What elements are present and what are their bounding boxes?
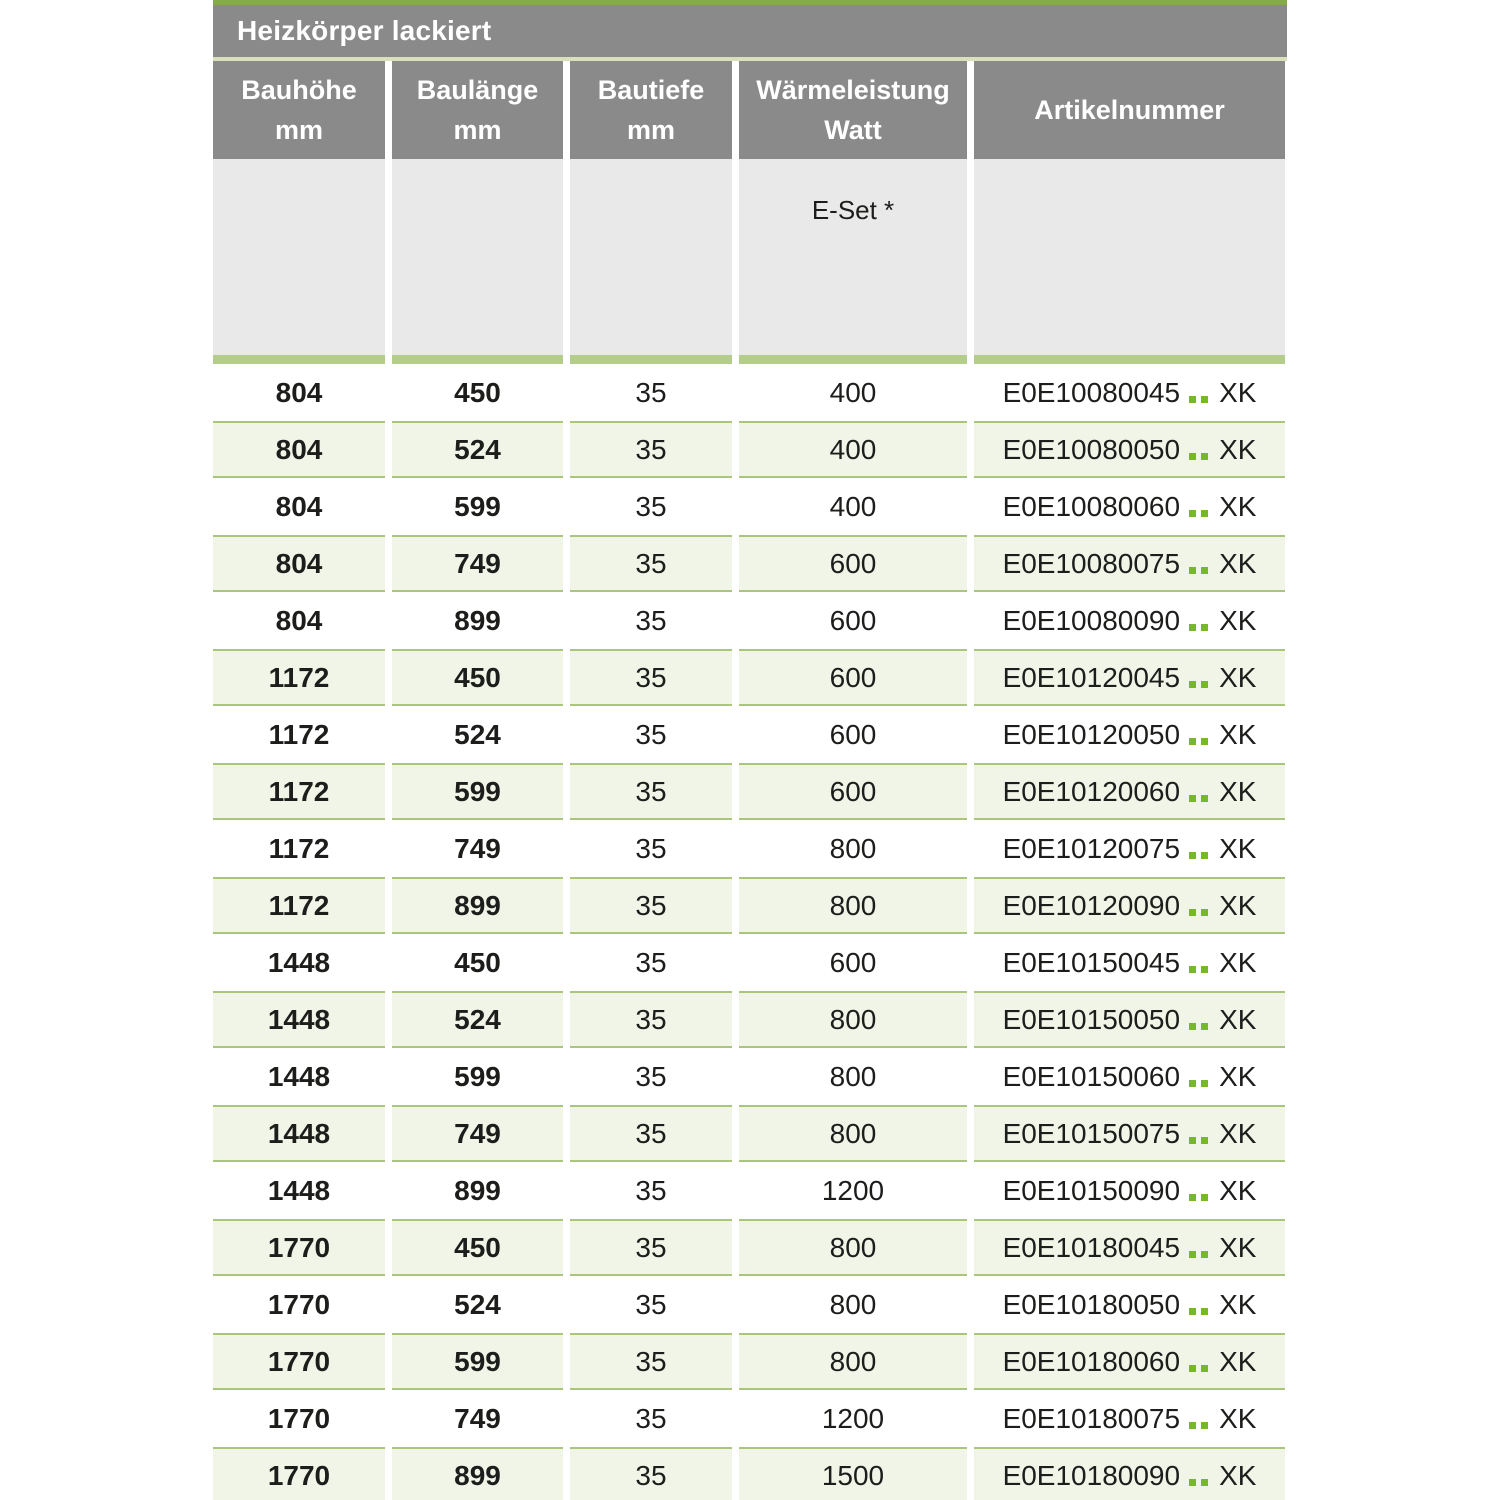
cell-watt: 800 bbox=[829, 1288, 877, 1320]
article-placeholder-dots bbox=[1189, 953, 1213, 973]
cell-artikelnummer bbox=[974, 1276, 1285, 1333]
cell-artikelnummer bbox=[974, 763, 1285, 820]
article-placeholder-dots bbox=[1189, 896, 1213, 916]
article-number: E0E10080090 bbox=[1002, 604, 1181, 636]
cell-bauhoehe: 804 bbox=[213, 421, 385, 478]
cell-watt: 600 bbox=[739, 535, 967, 592]
article-number: E0E10150050 bbox=[1002, 1003, 1181, 1035]
green-divider-segment bbox=[739, 355, 967, 364]
table-row bbox=[213, 478, 1287, 535]
cell-artikelnummer bbox=[974, 991, 1285, 1048]
cell-artikelnummer bbox=[974, 877, 1285, 934]
cell-bauhoehe: 1448 bbox=[213, 1105, 385, 1162]
table-row bbox=[213, 1048, 1287, 1105]
cell-artikelnummer bbox=[974, 820, 1285, 877]
cell-artikelnummer bbox=[974, 1105, 1285, 1162]
article-suffix: XK bbox=[1219, 1288, 1257, 1320]
cell-artikelnummer bbox=[974, 706, 1285, 763]
cell-bautiefe: 35 bbox=[570, 877, 732, 934]
cell-watt: 400 bbox=[739, 421, 967, 478]
article-suffix: XK bbox=[1219, 718, 1257, 750]
subheader-cell-bautiefe bbox=[570, 159, 732, 355]
table-title: Heizkörper lackiert bbox=[237, 15, 492, 46]
cell-artikelnummer bbox=[974, 1390, 1285, 1447]
article-number: E0E10150090 bbox=[1002, 1174, 1181, 1206]
cell-bautiefe: 35 bbox=[570, 991, 732, 1048]
cell-bauhoehe: 1448 bbox=[267, 1174, 331, 1206]
article-suffix: XK bbox=[1219, 946, 1257, 978]
cell-bautiefe: 35 bbox=[570, 1219, 732, 1276]
article-number: E0E10080060 bbox=[1002, 490, 1181, 522]
cell-watt: 400 bbox=[829, 490, 877, 522]
product-table bbox=[213, 0, 1287, 1500]
article-placeholder-dots bbox=[1189, 1067, 1213, 1087]
cell-watt: 800 bbox=[739, 991, 967, 1048]
cell-artikelnummer bbox=[974, 364, 1285, 421]
table-row bbox=[213, 592, 1287, 649]
column-unit: mm bbox=[274, 115, 323, 145]
cell-bautiefe: 35 bbox=[635, 1060, 667, 1092]
cell-baulaenge: 899 bbox=[454, 1174, 501, 1206]
article-placeholder-dots bbox=[1189, 782, 1213, 802]
article-number: E0E10180060 bbox=[1002, 1345, 1181, 1377]
article-number: E0E10120060 bbox=[1002, 775, 1181, 807]
cell-baulaenge: 450 bbox=[392, 1219, 563, 1276]
cell-watt: 800 bbox=[739, 1333, 967, 1390]
article-suffix: XK bbox=[1219, 376, 1257, 408]
article-suffix: XK bbox=[1219, 1231, 1257, 1263]
column-label: Artikelnummer bbox=[1034, 95, 1225, 125]
column-label: Bautiefe bbox=[597, 75, 705, 105]
cell-baulaenge: 524 bbox=[392, 991, 563, 1048]
cell-bauhoehe: 1448 bbox=[267, 946, 331, 978]
cell-artikelnummer bbox=[974, 421, 1285, 478]
cell-baulaenge: 899 bbox=[392, 877, 563, 934]
cell-watt: 1200 bbox=[821, 1402, 885, 1434]
cell-bautiefe: 35 bbox=[635, 604, 667, 636]
cell-baulaenge: 524 bbox=[454, 1288, 501, 1320]
column-label: Baulänge bbox=[416, 75, 539, 105]
subheader-cell-artikelnummer bbox=[974, 159, 1285, 355]
cell-artikelnummer bbox=[974, 1447, 1285, 1500]
article-suffix: XK bbox=[1219, 1003, 1257, 1035]
cell-bautiefe: 35 bbox=[570, 1447, 732, 1500]
cell-bauhoehe: 1448 bbox=[267, 1060, 331, 1092]
subheader-cell-bauhoehe bbox=[213, 159, 385, 355]
article-suffix: XK bbox=[1219, 1402, 1257, 1434]
article-placeholder-dots bbox=[1189, 839, 1213, 859]
cell-baulaenge: 599 bbox=[392, 1333, 563, 1390]
article-placeholder-dots bbox=[1189, 1181, 1213, 1201]
cell-bautiefe: 35 bbox=[635, 490, 667, 522]
cell-artikelnummer bbox=[974, 1333, 1285, 1390]
column-header-baulaenge bbox=[392, 61, 563, 159]
cell-bauhoehe: 1770 bbox=[213, 1447, 385, 1500]
article-placeholder-dots bbox=[1189, 611, 1213, 631]
cell-baulaenge: 899 bbox=[454, 604, 501, 636]
cell-artikelnummer bbox=[974, 934, 1285, 991]
cell-watt: 600 bbox=[829, 946, 877, 978]
cell-baulaenge: 450 bbox=[454, 376, 501, 408]
cell-watt: 400 bbox=[829, 376, 877, 408]
green-divider-segment bbox=[213, 355, 385, 364]
article-placeholder-dots bbox=[1189, 440, 1213, 460]
article-number: E0E10080045 bbox=[1002, 376, 1181, 408]
article-placeholder-dots bbox=[1189, 668, 1213, 688]
cell-watt: 800 bbox=[739, 1105, 967, 1162]
table-row bbox=[213, 1162, 1287, 1219]
article-suffix: XK bbox=[1219, 1117, 1257, 1149]
article-suffix: XK bbox=[1219, 832, 1257, 864]
article-number: E0E10150045 bbox=[1002, 946, 1181, 978]
article-number: E0E10180050 bbox=[1002, 1288, 1181, 1320]
cell-bautiefe: 35 bbox=[570, 1333, 732, 1390]
cell-watt: 800 bbox=[739, 877, 967, 934]
cell-bauhoehe: 1172 bbox=[213, 649, 385, 706]
cell-bautiefe: 35 bbox=[570, 535, 732, 592]
article-suffix: XK bbox=[1219, 661, 1257, 693]
cell-bautiefe: 35 bbox=[570, 649, 732, 706]
article-placeholder-dots bbox=[1189, 554, 1213, 574]
cell-artikelnummer bbox=[974, 1162, 1285, 1219]
cell-baulaenge: 450 bbox=[454, 946, 501, 978]
cell-bautiefe: 35 bbox=[635, 376, 667, 408]
cell-artikelnummer bbox=[974, 592, 1285, 649]
table-row bbox=[213, 877, 1287, 934]
article-suffix: XK bbox=[1219, 604, 1257, 636]
cell-baulaenge: 899 bbox=[392, 1447, 563, 1500]
subheader-cell-eset bbox=[739, 159, 967, 355]
data-rows bbox=[213, 364, 1287, 1500]
cell-bauhoehe: 1448 bbox=[213, 991, 385, 1048]
cell-watt: 800 bbox=[829, 1060, 877, 1092]
cell-bauhoehe: 1172 bbox=[268, 832, 330, 864]
cell-bauhoehe: 1770 bbox=[213, 1333, 385, 1390]
column-header-bauhoehe bbox=[213, 61, 385, 159]
article-number: E0E10120050 bbox=[1002, 718, 1181, 750]
column-unit: Watt bbox=[824, 115, 882, 145]
column-label: Wärmeleistung bbox=[756, 75, 950, 105]
cell-bautiefe: 35 bbox=[635, 1174, 667, 1206]
cell-artikelnummer bbox=[974, 1048, 1285, 1105]
table-row bbox=[213, 706, 1287, 763]
article-number: E0E10150075 bbox=[1002, 1117, 1181, 1149]
column-header-waermeleistung bbox=[739, 61, 967, 159]
table-row bbox=[213, 934, 1287, 991]
article-suffix: XK bbox=[1219, 775, 1257, 807]
cell-bauhoehe: 1172 bbox=[268, 718, 330, 750]
subheader-cell-baulaenge bbox=[392, 159, 563, 355]
cell-baulaenge: 749 bbox=[454, 1402, 501, 1434]
article-number: E0E10120090 bbox=[1002, 889, 1181, 921]
article-suffix: XK bbox=[1219, 1345, 1257, 1377]
green-divider-segment bbox=[392, 355, 563, 364]
cell-baulaenge: 599 bbox=[454, 490, 501, 522]
cell-bauhoehe: 804 bbox=[275, 604, 323, 636]
cell-bautiefe: 35 bbox=[570, 763, 732, 820]
green-divider-segment bbox=[974, 355, 1285, 364]
cell-watt: 1200 bbox=[821, 1174, 885, 1206]
article-placeholder-dots bbox=[1189, 725, 1213, 745]
cell-bauhoehe: 804 bbox=[275, 376, 323, 408]
article-placeholder-dots bbox=[1189, 1466, 1213, 1486]
article-suffix: XK bbox=[1219, 547, 1257, 579]
cell-artikelnummer bbox=[974, 535, 1285, 592]
column-unit: mm bbox=[626, 115, 675, 145]
article-number: E0E10120075 bbox=[1002, 832, 1181, 864]
table-row bbox=[213, 1447, 1287, 1500]
table-row bbox=[213, 991, 1287, 1048]
cell-baulaenge: 599 bbox=[392, 763, 563, 820]
article-placeholder-dots bbox=[1189, 1409, 1213, 1429]
cell-baulaenge: 749 bbox=[454, 832, 501, 864]
article-suffix: XK bbox=[1219, 889, 1257, 921]
article-number: E0E10080075 bbox=[1002, 547, 1181, 579]
column-header-bautiefe bbox=[570, 61, 732, 159]
cell-baulaenge: 749 bbox=[392, 1105, 563, 1162]
cell-bauhoehe: 1770 bbox=[213, 1219, 385, 1276]
article-number: E0E10120045 bbox=[1002, 661, 1181, 693]
article-placeholder-dots bbox=[1189, 1010, 1213, 1030]
cell-bautiefe: 35 bbox=[570, 1105, 732, 1162]
cell-artikelnummer bbox=[974, 478, 1285, 535]
table-row bbox=[213, 763, 1287, 820]
article-placeholder-dots bbox=[1189, 1124, 1213, 1144]
cell-watt: 600 bbox=[739, 649, 967, 706]
table-row bbox=[213, 1390, 1287, 1447]
subheader-row bbox=[213, 159, 1287, 355]
table-row bbox=[213, 1219, 1287, 1276]
cell-baulaenge: 524 bbox=[454, 718, 501, 750]
column-unit: mm bbox=[453, 115, 502, 145]
table-row bbox=[213, 820, 1287, 877]
cell-watt: 600 bbox=[829, 604, 877, 636]
eset-label: E-Set * bbox=[811, 195, 895, 225]
cell-baulaenge: 524 bbox=[392, 421, 563, 478]
table-row bbox=[213, 1276, 1287, 1333]
article-suffix: XK bbox=[1219, 490, 1257, 522]
cell-watt: 800 bbox=[829, 832, 877, 864]
article-number: E0E10180090 bbox=[1002, 1459, 1181, 1491]
article-number: E0E10180075 bbox=[1002, 1402, 1181, 1434]
cell-watt: 800 bbox=[739, 1219, 967, 1276]
article-placeholder-dots bbox=[1189, 383, 1213, 403]
cell-bautiefe: 35 bbox=[635, 832, 667, 864]
column-label: Bauhöhe bbox=[241, 75, 357, 105]
article-suffix: XK bbox=[1219, 1459, 1257, 1491]
article-placeholder-dots bbox=[1189, 497, 1213, 517]
cell-baulaenge: 749 bbox=[392, 535, 563, 592]
cell-artikelnummer bbox=[974, 649, 1285, 706]
article-suffix: XK bbox=[1219, 1174, 1257, 1206]
article-number: E0E10150060 bbox=[1002, 1060, 1181, 1092]
cell-bauhoehe: 1770 bbox=[267, 1402, 331, 1434]
article-number: E0E10080050 bbox=[1002, 433, 1181, 465]
cell-watt: 1500 bbox=[739, 1447, 967, 1500]
table-row bbox=[213, 1333, 1287, 1390]
article-suffix: XK bbox=[1219, 433, 1257, 465]
cell-bauhoehe: 804 bbox=[213, 535, 385, 592]
cell-baulaenge: 599 bbox=[454, 1060, 501, 1092]
cell-bauhoehe: 1172 bbox=[213, 877, 385, 934]
article-placeholder-dots bbox=[1189, 1352, 1213, 1372]
cell-bauhoehe: 804 bbox=[275, 490, 323, 522]
table-row bbox=[213, 1105, 1287, 1162]
cell-artikelnummer bbox=[974, 1219, 1285, 1276]
cell-bautiefe: 35 bbox=[635, 718, 667, 750]
green-divider-row bbox=[213, 355, 1287, 364]
green-divider-segment bbox=[570, 355, 732, 364]
cell-baulaenge: 450 bbox=[392, 649, 563, 706]
article-placeholder-dots bbox=[1189, 1238, 1213, 1258]
cell-bautiefe: 35 bbox=[635, 1402, 667, 1434]
table-row bbox=[213, 535, 1287, 592]
cell-watt: 600 bbox=[739, 763, 967, 820]
cell-bautiefe: 35 bbox=[635, 1288, 667, 1320]
table-row bbox=[213, 364, 1287, 421]
column-header-row bbox=[213, 61, 1287, 159]
table-row bbox=[213, 421, 1287, 478]
article-suffix: XK bbox=[1219, 1060, 1257, 1092]
cell-watt: 600 bbox=[829, 718, 877, 750]
table-title-bar bbox=[213, 5, 1287, 57]
column-header-artikelnummer bbox=[974, 61, 1285, 159]
cell-bauhoehe: 1172 bbox=[213, 763, 385, 820]
table-row bbox=[213, 649, 1287, 706]
article-number: E0E10180045 bbox=[1002, 1231, 1181, 1263]
cell-bautiefe: 35 bbox=[635, 946, 667, 978]
article-placeholder-dots bbox=[1189, 1295, 1213, 1315]
cell-bauhoehe: 1770 bbox=[267, 1288, 331, 1320]
cell-bautiefe: 35 bbox=[570, 421, 732, 478]
